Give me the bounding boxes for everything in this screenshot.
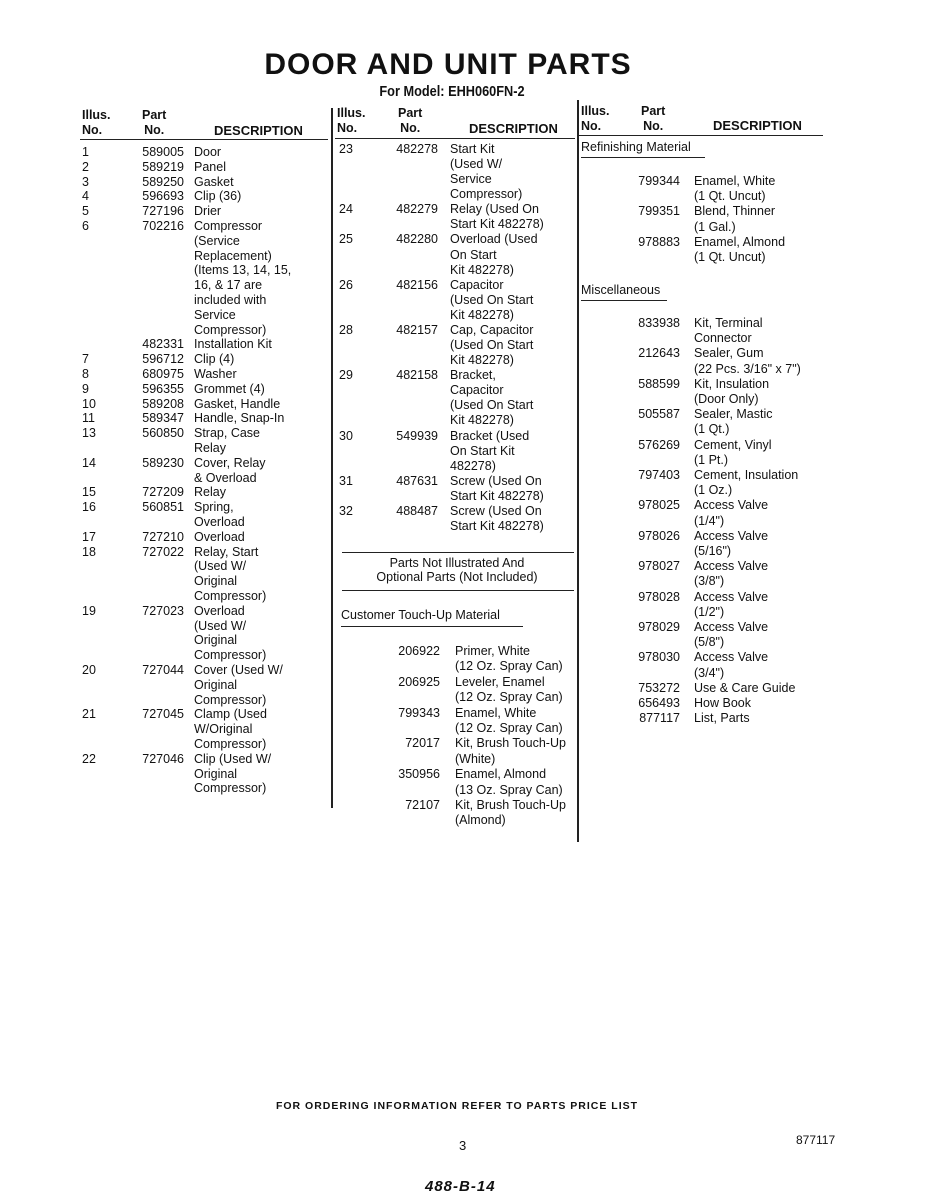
part-description: Sealer, Gum	[694, 346, 764, 361]
part-description: Service	[450, 172, 492, 187]
part-description: Cap, Capacitor	[450, 322, 534, 337]
part-description: Access Valve	[694, 620, 769, 634]
part-description: Kit 482278)	[450, 307, 514, 322]
part-description: Enamel, White	[455, 705, 537, 720]
illus-number: 15	[82, 485, 96, 500]
part-description: Kit, Brush Touch-Up	[455, 736, 566, 751]
description-header: DESCRIPTION	[469, 121, 558, 136]
part-number: 978027	[638, 559, 680, 574]
part-number: 978029	[638, 620, 680, 634]
part-description: (1/4")	[694, 513, 725, 528]
part-description: Strap, Case	[194, 426, 261, 441]
part-description: Enamel, White	[694, 174, 776, 188]
illus-number: 14	[82, 455, 96, 470]
part-number: 727196	[142, 204, 184, 219]
description-header: DESCRIPTION	[214, 123, 303, 138]
part-number: 72107	[405, 798, 440, 812]
part-description: Overload	[194, 515, 245, 529]
part-description: Drier	[194, 204, 222, 219]
part-number: 560850	[142, 426, 184, 441]
part-description: Service	[194, 307, 236, 322]
note-line: Parts Not Illustrated And	[389, 556, 525, 570]
part-description: Kit 482278)	[450, 262, 514, 277]
part-number: 799343	[398, 705, 440, 720]
part-description: & Overload	[194, 470, 257, 485]
part-description: W/Original	[194, 722, 253, 737]
part-description: Overload (Used	[450, 232, 538, 247]
part-header-line1: Part	[142, 108, 167, 122]
page-title: DOOR AND UNIT PARTS	[264, 48, 632, 81]
section-title: Miscellaneous	[581, 283, 661, 297]
part-description: Start Kit	[450, 142, 495, 156]
part-description: Capacitor	[450, 383, 504, 398]
part-header-line2: No.	[400, 121, 421, 135]
part-description: Door	[194, 145, 222, 159]
part-description: Relay	[194, 485, 226, 500]
illus-number: 6	[82, 219, 89, 233]
part-description: Compressor	[194, 219, 263, 233]
part-number: 560851	[142, 500, 184, 515]
part-description: Screw (Used On	[450, 473, 542, 488]
part-description: Clip (36)	[194, 189, 242, 204]
section-underline	[341, 626, 523, 627]
part-number: 978025	[638, 498, 680, 513]
illus-header	[337, 106, 365, 136]
part-number: 588599	[638, 376, 680, 391]
part-description: Screw (Used On	[450, 503, 542, 518]
part-header	[142, 108, 166, 138]
part-description: Compressor)	[450, 187, 523, 202]
part-number: 596355	[142, 381, 184, 396]
note-rule-top	[342, 552, 574, 553]
part-description: (Almond)	[455, 813, 506, 828]
part-description: (5/8")	[694, 635, 725, 650]
illus-number: 2	[82, 159, 89, 174]
illus-header-line2: No.	[337, 121, 358, 135]
part-description: Start Kit 482278)	[450, 488, 544, 503]
illus-number: 29	[339, 368, 353, 383]
illus-number: 26	[339, 277, 353, 292]
section-underline	[581, 300, 667, 301]
part-number: 482279	[396, 202, 438, 217]
part-number: 799351	[638, 204, 680, 219]
illus-header-line2: No.	[581, 119, 602, 133]
part-description: Cover, Relay	[194, 455, 266, 470]
part-number: 589219	[142, 159, 184, 174]
section-title: Refinishing Material	[581, 140, 691, 154]
illus-number: 13	[82, 426, 96, 441]
header-rule	[335, 138, 575, 139]
not-illustrated-note	[342, 556, 572, 584]
illus-number: 30	[339, 428, 353, 443]
illus-number: 32	[339, 503, 353, 518]
part-number: 482157	[396, 322, 438, 337]
part-header-line1: Part	[641, 104, 666, 118]
part-description: Start Kit 482278)	[450, 217, 544, 232]
part-number: 589208	[142, 396, 184, 411]
part-description: Installation Kit	[194, 337, 272, 352]
part-number: 206922	[398, 644, 440, 658]
ordering-info-footer: FOR ORDERING INFORMATION REFER TO PARTS PRICE LIST	[275, 1100, 639, 1112]
part-description: (12 Oz. Spray Can)	[455, 659, 563, 674]
illus-number: 28	[339, 322, 353, 337]
part-number: 978026	[638, 528, 680, 543]
part-number: 482331	[142, 337, 184, 352]
illus-header	[82, 108, 110, 138]
part-number: 482280	[396, 232, 438, 247]
illus-number: 10	[82, 396, 96, 411]
part-number: 727046	[142, 751, 184, 766]
part-description: (1/2")	[694, 604, 725, 619]
part-header	[641, 104, 665, 134]
part-description: Start Kit 482278)	[450, 519, 544, 533]
part-description: (Service	[194, 233, 240, 248]
part-description: Compressor)	[194, 589, 267, 603]
part-description: Washer	[194, 367, 237, 381]
column-divider	[577, 100, 579, 842]
description-header: DESCRIPTION	[713, 118, 802, 133]
part-description: Handle, Snap-In	[194, 411, 285, 426]
part-description: Enamel, Almond	[694, 234, 786, 249]
part-description: Kit, Insulation	[694, 376, 770, 391]
part-number: 206925	[398, 674, 440, 689]
part-number: 978883	[638, 234, 680, 249]
part-number: 482278	[396, 142, 438, 156]
part-number: 799344	[638, 174, 680, 188]
part-description: (Used On Start	[450, 338, 534, 353]
part-description: On Start Kit	[450, 443, 515, 458]
part-description: Enamel, Almond	[455, 767, 547, 782]
part-description: On Start	[450, 247, 497, 262]
part-description: (White)	[455, 751, 496, 766]
document-number: 877117	[796, 1133, 836, 1147]
part-description: (Items 13, 14, 15,	[194, 263, 292, 278]
part-description: Original	[194, 677, 238, 692]
part-description: Sealer, Mastic	[694, 407, 773, 422]
part-description: Kit, Brush Touch-Up	[455, 798, 566, 812]
illus-header	[581, 104, 609, 134]
part-description: (1 Qt.)	[694, 422, 730, 437]
part-description: Kit, Terminal	[694, 316, 763, 330]
part-number: 488487	[396, 503, 438, 518]
part-description: Cement, Insulation	[694, 468, 799, 482]
part-description: Access Valve	[694, 559, 769, 574]
part-number: 505587	[638, 407, 680, 422]
part-description: (12 Oz. Spray Can)	[455, 690, 563, 705]
part-description: Access Valve	[694, 498, 769, 513]
part-number: 596693	[142, 189, 184, 204]
illus-number: 5	[82, 204, 89, 219]
part-description: Access Valve	[694, 589, 769, 604]
part-description: (1 Gal.)	[694, 219, 736, 234]
part-description: Compressor)	[194, 737, 267, 751]
part-header-line1: Part	[398, 106, 423, 120]
part-description: Relay	[194, 441, 226, 455]
part-description: Spring,	[194, 500, 234, 515]
part-number: 877117	[639, 711, 680, 726]
part-number: 797403	[638, 468, 680, 482]
part-description: Bracket (Used	[450, 428, 530, 443]
part-description: (22 Pcs. 3/16" x 7")	[694, 361, 801, 376]
part-description: Compressor)	[194, 781, 267, 796]
handwritten-note: 488-B-14	[425, 1178, 496, 1195]
part-description: How Book	[694, 696, 751, 710]
part-header-line2: No.	[144, 123, 165, 137]
part-description: (12 Oz. Spray Can)	[455, 721, 563, 735]
part-description: Compressor)	[194, 692, 267, 707]
part-number: 727044	[142, 663, 184, 677]
section-title-customer-touch-up: Customer Touch-Up Material	[341, 608, 500, 622]
illus-number: 16	[82, 500, 96, 515]
illus-number: 7	[82, 352, 89, 367]
part-number: 727022	[142, 544, 184, 559]
part-description: Relay, Start	[194, 544, 259, 559]
part-description: Gasket, Handle	[194, 396, 281, 411]
part-number: 727023	[142, 603, 184, 618]
part-number: 589230	[142, 455, 184, 470]
model-subtitle: For Model: EHH060FN-2	[379, 83, 525, 100]
part-description: Capacitor	[450, 277, 504, 292]
part-description: Original	[194, 766, 238, 781]
part-description: Gasket	[194, 174, 234, 189]
part-description: Compressor)	[194, 648, 267, 663]
illus-number: 18	[82, 544, 96, 559]
illus-number: 19	[82, 603, 96, 618]
part-number: 680975	[142, 367, 184, 381]
part-description: 482278)	[450, 458, 496, 473]
illus-number: 20	[82, 663, 96, 677]
part-description: List, Parts	[694, 711, 750, 726]
illus-header-line1: Illus.	[337, 106, 366, 120]
part-description: Connector	[694, 331, 752, 346]
part-description: Primer, White	[455, 644, 531, 658]
part-number: 482158	[396, 368, 438, 383]
part-description: Bracket,	[450, 368, 496, 383]
part-number: 72017	[405, 736, 440, 751]
part-header-line2: No.	[643, 119, 664, 133]
part-description: (3/8")	[694, 574, 725, 589]
part-number: 576269	[638, 437, 680, 452]
part-number: 727045	[142, 707, 184, 722]
part-description: (1 Pt.)	[694, 452, 729, 467]
part-description: Clamp (Used	[194, 707, 267, 722]
part-description: Kit 482278)	[450, 413, 514, 428]
part-number: 727210	[142, 529, 184, 544]
part-description: (5/16")	[694, 544, 732, 558]
illus-number: 11	[82, 411, 95, 426]
part-description: Cement, Vinyl	[694, 437, 772, 452]
part-description: Cover (Used W/	[194, 663, 283, 677]
part-description: (Used W/	[450, 157, 503, 172]
note-line: Optional Parts (Not Included)	[376, 570, 538, 584]
illus-number: 25	[339, 232, 353, 247]
illus-number: 21	[82, 707, 96, 722]
part-description: Panel	[194, 159, 226, 174]
illus-number: 22	[82, 751, 96, 766]
part-number: 549939	[396, 428, 438, 443]
illus-number: 3	[82, 174, 89, 189]
illus-header-line1: Illus.	[581, 104, 610, 118]
part-description: Replacement)	[194, 248, 272, 263]
part-description: (Door Only)	[694, 392, 759, 406]
note-rule-bottom	[342, 590, 574, 591]
illus-number: 9	[82, 381, 89, 396]
part-description: Access Valve	[694, 650, 769, 665]
part-description: Overload	[194, 529, 245, 544]
header-rule	[579, 135, 823, 136]
part-description: Original	[194, 633, 238, 648]
part-description: (13 Oz. Spray Can)	[455, 782, 563, 797]
part-description: Grommet (4)	[194, 381, 265, 396]
part-description: (1 Oz.)	[694, 483, 733, 498]
part-number: 753272	[638, 680, 680, 695]
part-description: (Used W/	[194, 559, 247, 574]
part-description: Kit 482278)	[450, 353, 514, 368]
part-description: Access Valve	[694, 528, 769, 543]
part-number: 978030	[638, 650, 680, 665]
part-description: Clip (4)	[194, 352, 235, 367]
part-number: 589005	[142, 145, 184, 159]
part-description: Clip (Used W/	[194, 751, 272, 766]
part-description: (Used W/	[194, 618, 247, 633]
part-number: 727209	[142, 485, 184, 500]
part-description: (Used On Start	[450, 398, 534, 413]
header-rule	[80, 139, 328, 140]
illus-header-line2: No.	[82, 123, 103, 137]
part-number: 833938	[638, 316, 680, 330]
part-description: (Used On Start	[450, 292, 534, 307]
part-number: 212643	[638, 346, 680, 361]
illus-number: 23	[339, 142, 353, 156]
part-description: (1 Qt. Uncut)	[694, 250, 766, 264]
part-number: 589250	[142, 174, 184, 189]
part-number: 702216	[142, 219, 184, 233]
page-number: 3	[459, 1138, 467, 1153]
illus-number: 31	[339, 473, 353, 488]
illus-number: 1	[82, 145, 89, 159]
part-number: 589347	[142, 411, 184, 426]
part-description: 16, & 17 are	[194, 278, 263, 293]
part-description: Relay (Used On	[450, 202, 539, 217]
part-number: 350956	[398, 767, 440, 782]
part-description: Leveler, Enamel	[455, 674, 545, 689]
section-underline	[581, 157, 705, 158]
part-header	[398, 106, 422, 136]
part-description: Use & Care Guide	[694, 680, 796, 695]
part-number: 482156	[396, 277, 438, 292]
part-number: 487631	[396, 473, 438, 488]
illus-number: 24	[339, 202, 353, 217]
part-description: Compressor)	[194, 322, 267, 337]
part-description: Original	[194, 574, 238, 589]
part-number: 656493	[638, 696, 680, 710]
part-description: Blend, Thinner	[694, 204, 776, 219]
part-description: Overload	[194, 603, 245, 618]
illus-number: 17	[82, 529, 96, 544]
illus-header-line1: Illus.	[82, 108, 111, 122]
part-number: 596712	[142, 352, 184, 367]
illus-number: 8	[82, 367, 89, 381]
illus-number: 4	[82, 189, 89, 204]
part-description: (3/4")	[694, 665, 725, 680]
part-description: included with	[194, 293, 267, 307]
part-number: 978028	[638, 589, 680, 604]
column-divider	[331, 108, 333, 808]
part-description: (1 Qt. Uncut)	[694, 189, 766, 204]
